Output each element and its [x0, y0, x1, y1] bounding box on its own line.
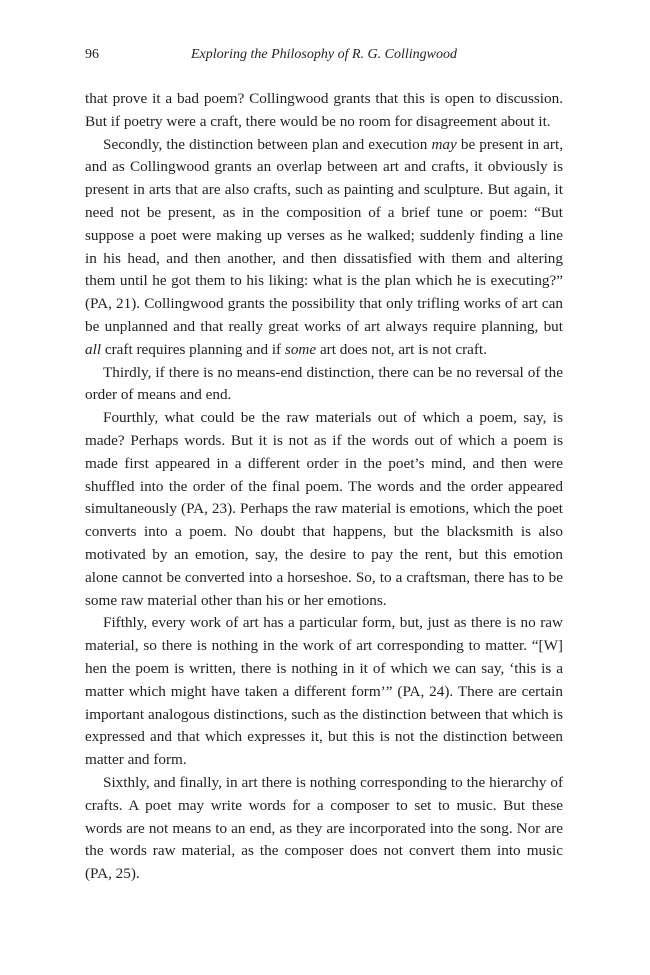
paragraph — [85, 612, 563, 772]
italic-text: all — [85, 340, 102, 358]
paragraph — [85, 362, 563, 408]
running-head — [85, 45, 563, 65]
text-run: craft requires planning and if — [101, 340, 285, 358]
text-run: be present in art, and as Collingwood grants an overlap between art and crafts, it obviously is present in arts that are also crafts, such as painting and sculpture. But again, it need not be present, as in the composition of a brief tune or poem: “But suppose a poet were making up verses as he walked; suddenly finding a line in his head, and then another, and then dissatisfied with them and altering them until he got them to his liking: what is the plan which he is executing?” (PA, 21). Collingwood grants the possibility that only trifling works of art can be unplanned and that really great works of art always require planning, but — [85, 135, 563, 335]
italic-text: some — [284, 340, 317, 358]
page-number: 96 — [85, 47, 99, 62]
text-run: Fifthly, every work of art has a particular form, but, just as there is no raw material, so there is nothing in the work of art corresponding to matter. “[W] hen the poem is written, there is nothing in it of which we can say, ‘this is a matter which might have taken a different form’” (PA, 24). There are certain important analogous distinctions, such as the distinction between that which is expressed and that which expresses it, but this is not the distinction between matter and form. — [85, 614, 563, 769]
text-run: Thirdly, if there is no means-end distinction, there can be no reversal of the order of means and end. — [85, 363, 563, 404]
text-run: Sixthly, and finally, in art there is nothing corresponding to the hierarchy of crafts. A poet may write words for a composer to set to music. But these words are not means to an end, as they are incorporated into the song. Nor are the words raw material, as the composer does not convert them into music (PA, 25). — [85, 773, 563, 883]
paragraph — [85, 134, 563, 362]
text-run: Secondly, the distinction between plan and execution — [103, 135, 432, 153]
body-text — [85, 88, 563, 886]
text-run: that prove it a bad poem? Collingwood grants that this is open to discussion. But if poetry were a craft, there would be no room for disagreement about it. — [85, 90, 563, 130]
running-title: Exploring the Philosophy of R. G. Collingwood — [191, 47, 457, 62]
text-run: art does not, art is not craft. — [316, 340, 487, 358]
paragraph — [85, 772, 563, 886]
italic-text: may — [431, 135, 457, 153]
text-run: Fourthly, what could be the raw materials out of which a poem, say, is made? Perhaps words. But it is not as if the words out of which a poem is made first appeared in a different order in the poet’s mind, and then were shuffled into the order of the final poem. The words and the order appeared simultaneously (PA, 23). Perhaps the raw material is emotions, which the poet converts into a poem. No doubt that happens, but the blacksmith is also motivated by an emotion, say, the desire to pay the rent, but this emotion alone cannot be converted into a horseshoe. So, to a craftsman, there has to be some raw material other than his or her emotions. — [85, 409, 563, 609]
paragraph — [85, 407, 563, 612]
paragraph — [85, 88, 563, 134]
